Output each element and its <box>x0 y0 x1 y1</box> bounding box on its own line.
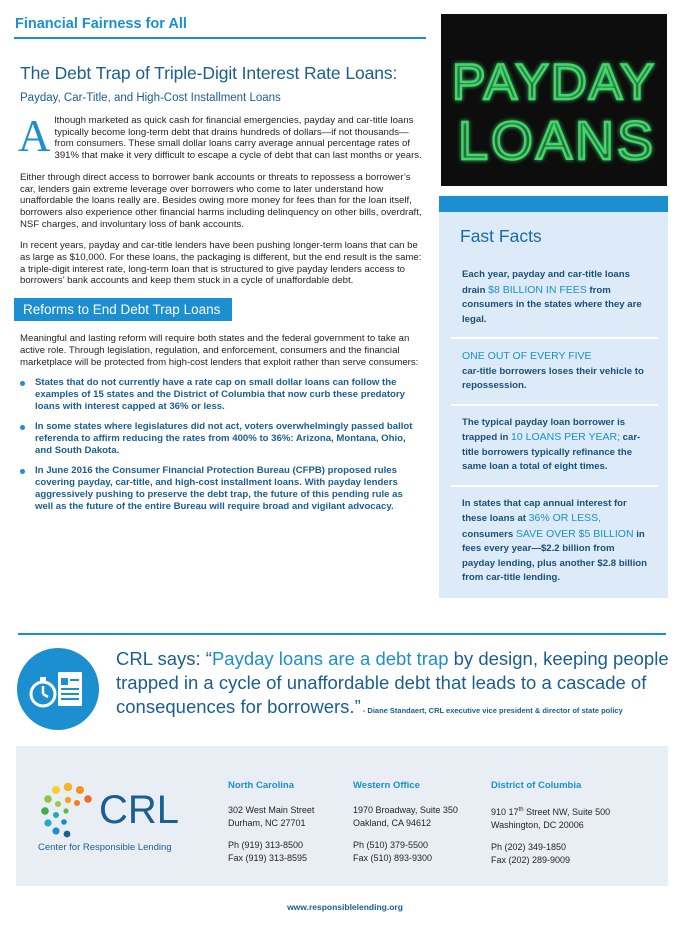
crl-logo-dots-icon <box>38 780 98 840</box>
reforms-heading: Reforms to End Debt Trap Loans <box>14 298 232 321</box>
fact-fees: Each year, payday and car-title loans drain $8 BILLION IN FEES from consumers in the states where they are legal. <box>451 258 658 339</box>
main-title: The Debt Trap of Triple-Digit Interest Rate Loans: <box>20 63 398 83</box>
drop-cap: A <box>18 111 51 161</box>
office-north-carolina: North Carolina 302 West Main Street Durham, NC 27701 Ph (919) 313-8500 Fax (919) 313-8595 <box>228 780 315 863</box>
office-district-of-columbia: District of Columbia 910 17th Street NW, Suite 500 Washington, DC 20006 Ph (202) 349-1850 Fax (202) 289-9009 <box>491 780 611 865</box>
neon-text-loans: LOANS <box>457 111 657 171</box>
fact-loans-per-year: The typical payday loan borrower is trapped in 10 LOANS PER YEAR; car-title borrowers typically refinance the same loan a total of eight times. <box>451 406 658 487</box>
list-item: In some states where legislatures did not act, voters overwhelmingly passed ballot referenda to affirm reducing the rates from 400% to 36%: Arizona, Montana, Ohio, and South Dakota. <box>20 421 422 456</box>
list-item: States that do not currently have a rate cap on small dollar loans can follow the examples of 15 states and the District of Columbia that now curb these predatory loans with interest capped at 36% or less. <box>20 377 422 412</box>
logo-subtitle: Center for Responsible Lending <box>38 842 172 853</box>
office-western: Western Office 1970 Broadway, Suite 350 Oakland, CA 94612 Ph (510) 379-5500 Fax (510) 893-9300 <box>353 780 458 863</box>
reforms-list <box>20 377 422 512</box>
quote-highlight: Payday loans are a debt trap <box>211 648 449 669</box>
logo-wordmark: CRL <box>99 788 180 832</box>
stopwatch-document-icon <box>17 648 99 730</box>
leverage-paragraph: Either through direct access to borrower bank accounts or threats to repossess a borrower’s car, lenders gain extreme leverage over borrowers who come to later understand how unaffordable the loans really are. Besides owing more money for fees than for the loan itself, borrowers also experience other financial harms including delinquency on other bills, overdraft, NSF charges, and involuntary loss of bank accounts. <box>20 171 422 230</box>
payday-loans-photo <box>441 14 667 186</box>
fast-facts-panel <box>439 196 668 598</box>
main-column <box>20 62 422 521</box>
fast-facts-title: Fast Facts <box>460 226 542 246</box>
bullet-icon <box>20 469 25 474</box>
header-rule <box>14 37 426 39</box>
neon-text-payday: PAYDAY <box>452 54 656 110</box>
footer-contact-box <box>16 746 668 886</box>
crl-quote: CRL says: “Payday loans are a debt trap by design, keeping people trapped in a cycle of unaffordable debt that leads to a cascade of consequences for borrowers.” - Diane Standaert, CRL executive vice president & director of state policy <box>116 648 669 717</box>
intro-paragraph-text: lthough marketed as quick cash for financial emergencies, payday and car-title loans typically become long-term debt that drains hundreds of dollars—if not thousands—from consumers. These small dollar loans carry average annual percentage rates of 391% that make it very difficult to escape a cycle of debt that can last months or years. <box>54 115 422 162</box>
quote-attribution: - Diane Standaert, CRL executive vice president & director of state policy <box>360 706 623 715</box>
page-header <box>14 14 426 39</box>
intro-paragraph <box>18 111 422 162</box>
header-title: Financial Fairness for All <box>15 16 187 32</box>
list-item: In June 2016 the Consumer Financial Protection Bureau (CFPB) proposed rules covering payday, car-title, and high-cost installment loans. With payday lenders aggressively pushing to preserve the debt trap, the future of this pending rule as well as the future of the entire Bureau will require broad and vigilant advocacy. <box>20 465 422 512</box>
website-link[interactable]: www.responsiblelending.org <box>287 902 403 912</box>
main-subtitle: Payday, Car-Title, and High-Cost Installment Loans <box>20 92 281 104</box>
fact-rate-cap: In states that cap annual interest for these loans at 36% OR LESS, consumers SAVE OVER $5 BILLION in fees every year—$2.2 billion from payday lending, plus another $2.8 billion from car-title lending. <box>462 497 647 583</box>
reforms-intro: Meaningful and lasting reform will require both states and the federal government to take an active role. Through legislation, regulation, and enforcement, consumers and the financial marketplace will be protected from high-cost lenders that exploit rather than serve consumers: <box>20 333 419 368</box>
bullet-icon <box>20 381 25 386</box>
crl-logo <box>38 780 208 870</box>
quote-top-rule <box>18 633 666 635</box>
longer-loans-paragraph: In recent years, payday and car-title lenders have been pushing longer-term loans that can be as large as $10,000. For these loans, the packaging is different, but the end result is the same: a triple-digit interest rate, long-term loan that is structured to give payday lenders access to borrowers’ bank accounts and keep them stuck in a cycle of unaffordable debt. <box>20 240 422 287</box>
fast-facts-topbar <box>439 196 668 212</box>
bullet-icon <box>20 425 25 430</box>
fact-repossession: ONE OUT OF EVERY FIVE car-title borrowers loses their vehicle to repossession. <box>451 339 658 406</box>
